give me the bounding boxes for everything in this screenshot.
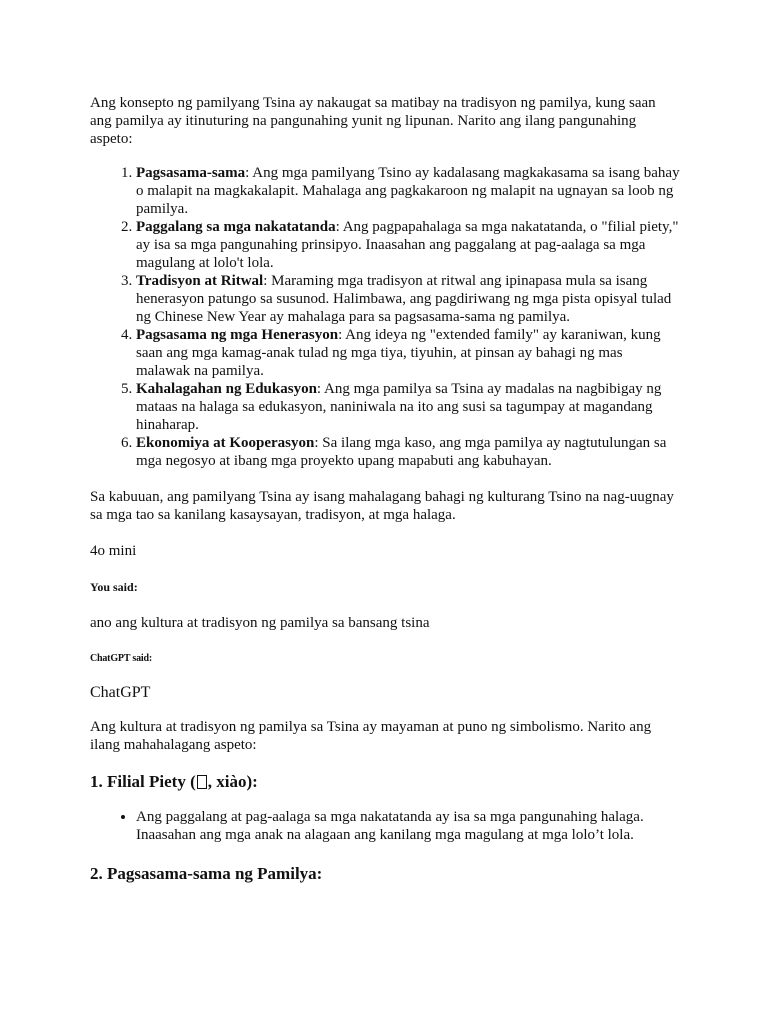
list-item [136,434,680,470]
aspects-list [90,164,680,470]
heading-text: 1. Filial Piety ( [90,772,196,791]
you-said-label: You said: [90,580,138,594]
model-label: 4o mini [90,543,137,559]
aspect-title: Pagsasama ng mga Henerasyon [136,327,339,343]
chatgpt-name: ChatGPT [90,684,151,701]
chatgpt-said-label: ChatGPT said: [90,653,152,664]
intro-paragraph: Ang konsepto ng pamilyang Tsina ay nakaugat sa matibay na tradisyon ng pamilya, kung saan ang pamilya ay itinuturing na pangunahing yunit ng lipunan. Narito ang ilang pangunahing aspeto: [90,95,656,147]
missing-glyph-icon [197,775,207,789]
aspect-title: Tradisyon at Ritwal [136,273,264,289]
aspect-title: Pagsasama-sama [136,165,246,181]
heading-text: , xiào): [207,772,258,791]
summary-paragraph: Sa kabuuan, ang pamilyang Tsina ay isang mahalagang bahagi ng kulturang Tsino na nag-uugnay sa mga tao sa kanilang kasaysayan, tradisyon, at mga halaga. [90,489,674,523]
list-item [136,164,680,218]
aspect-text: : Ang mga pamilyang Tsino ay kadalasang magkakasama sa isang bahay o malapit na magkakalapit. Mahalaga ang pagkakaroon ng malapit na ugnayan sa loob ng pamilya. [136,165,680,217]
filial-piety-list [90,808,680,844]
list-item [136,272,680,326]
aspect-title: Ekonomiya at Kooperasyon [136,435,315,451]
section-heading-filial-piety [90,772,680,792]
document-content [90,94,680,900]
answer-intro-paragraph: Ang kultura at tradisyon ng pamilya sa Tsina ay mayaman at puno ng simbolismo. Narito ang ilang mahahalagang aspeto: [90,719,652,753]
list-item [136,326,680,380]
section-heading-family-togetherness: 2. Pagsasama-sama ng Pamilya: [90,864,323,883]
aspect-text: : Ang mga pamilya sa Tsina ay madalas na nagbibigay ng mataas na halaga sa edukasyon, naniniwala na ito ang susi sa tagumpay at magandang hinaharap. [136,381,662,433]
aspect-text: : Sa ilang mga kaso, ang mga pamilya ay nagtutulungan sa mga negosyo at ibang mga proyekto upang mapabuti ang kabuhayan. [136,435,667,469]
list-item: • Ang paggalang at pag-aalaga sa mga nakatatanda ay isa sa mga pangunahing halaga. Inaasahan ang mga anak na alagaan ang kanilang mga magulang at mga lolo’t lola. [136,808,680,844]
aspect-text: : Maraming mga tradisyon at ritwal ang ipinapasa mula sa isang henerasyon patungo sa susunod. Halimbawa, ang pagdiriwang ng mga pista opisyal tulad ng Chinese New Year ay mahalaga para sa pagsasama-sama ng pamilya. [136,273,672,325]
aspect-title: Kahalagahan ng Edukasyon [136,381,317,397]
list-item [136,218,680,272]
aspect-text: : Ang ideya ng "extended family" ay karaniwan, kung saan ang mga kamag-anak tulad ng mga tiya, tiyuhin, at pinsan ay bahagi ng mas malawak na pamilya. [136,327,661,379]
list-item [136,380,680,434]
user-question: ano ang kultura at tradisyon ng pamilya sa bansang tsina [90,615,430,631]
aspect-title: Paggalang sa mga nakatatanda [136,219,336,235]
aspect-text: : Ang pagpapahalaga sa mga nakatatanda, o "filial piety," ay isa sa mga pangunahing prinsipyo. Inaasahan ang paggalang at pag-aalaga sa mga magulang at lolo't lola. [136,219,679,271]
